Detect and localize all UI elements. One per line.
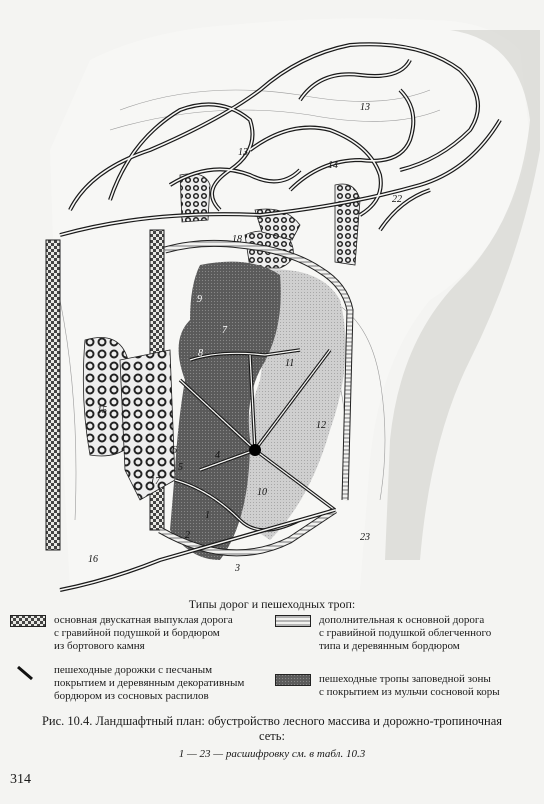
legend-text-additional-road: дополнительная к основной дорога с гравийной подушкой облегченного типа и деревянным бордюром xyxy=(319,614,492,652)
map-label-11: 11 xyxy=(285,358,295,369)
map-label-13b: 13 xyxy=(238,147,248,158)
map-label-17: 17 xyxy=(150,476,160,487)
legend-text-reserve-trail: пешеходные тропы заповедной зоны с покрытием из мульчи сосновой коры xyxy=(319,673,500,698)
dark-trail-swatch-icon xyxy=(275,674,311,686)
map-label-14: 14 xyxy=(328,160,338,171)
map-label-13a: 13 xyxy=(360,102,370,113)
brick-road-swatch-icon xyxy=(10,615,46,627)
map-label-16: 16 xyxy=(88,554,98,565)
map-label-6: 6 xyxy=(172,445,177,456)
legend-text-footpath: пешеходные дорожки с песчаным покрытием и деревянным декоративным бордюром из сосновых распилов xyxy=(54,664,245,702)
map-label-5: 5 xyxy=(178,462,183,473)
map-label-1: 1 xyxy=(205,510,210,521)
page-number: 314 xyxy=(10,772,31,787)
legend-item-footpath xyxy=(10,664,244,703)
map-label-23: 23 xyxy=(360,532,370,543)
map-label-3: 3 xyxy=(235,563,240,574)
map-label-7: 7 xyxy=(222,325,227,336)
legend-item-main-road xyxy=(10,614,233,653)
legend-item-additional-road xyxy=(275,614,491,653)
map-label-2: 2 xyxy=(185,530,190,541)
map-label-9: 9 xyxy=(197,294,202,305)
figure-caption: Рис. 10.4. Ландшафтный план: обустройство лесного массива и дорожно-тропиночная сеть: xyxy=(41,714,503,743)
map-label-10: 10 xyxy=(257,487,267,498)
legend-title: Типы дорог и пешеходных троп: xyxy=(188,597,356,611)
hatched-road-swatch-icon xyxy=(275,615,311,627)
map-label-15: 15 xyxy=(97,405,107,416)
map-label-22: 22 xyxy=(392,194,402,205)
map-label-4: 4 xyxy=(215,450,220,461)
map-label-18: 18 xyxy=(232,234,242,245)
footpath-swatch-icon xyxy=(10,665,46,681)
map-label-12: 12 xyxy=(316,420,326,431)
legend-item-reserve-trail xyxy=(275,673,500,699)
legend-text-main-road: основная двускатная выпуклая дорога с гравийной подушкой и бордюром из бортового камня xyxy=(54,614,233,652)
map-label-8: 8 xyxy=(198,348,203,359)
figure-note: 1 — 23 — расшифровку см. в табл. 10.3 xyxy=(178,748,366,760)
